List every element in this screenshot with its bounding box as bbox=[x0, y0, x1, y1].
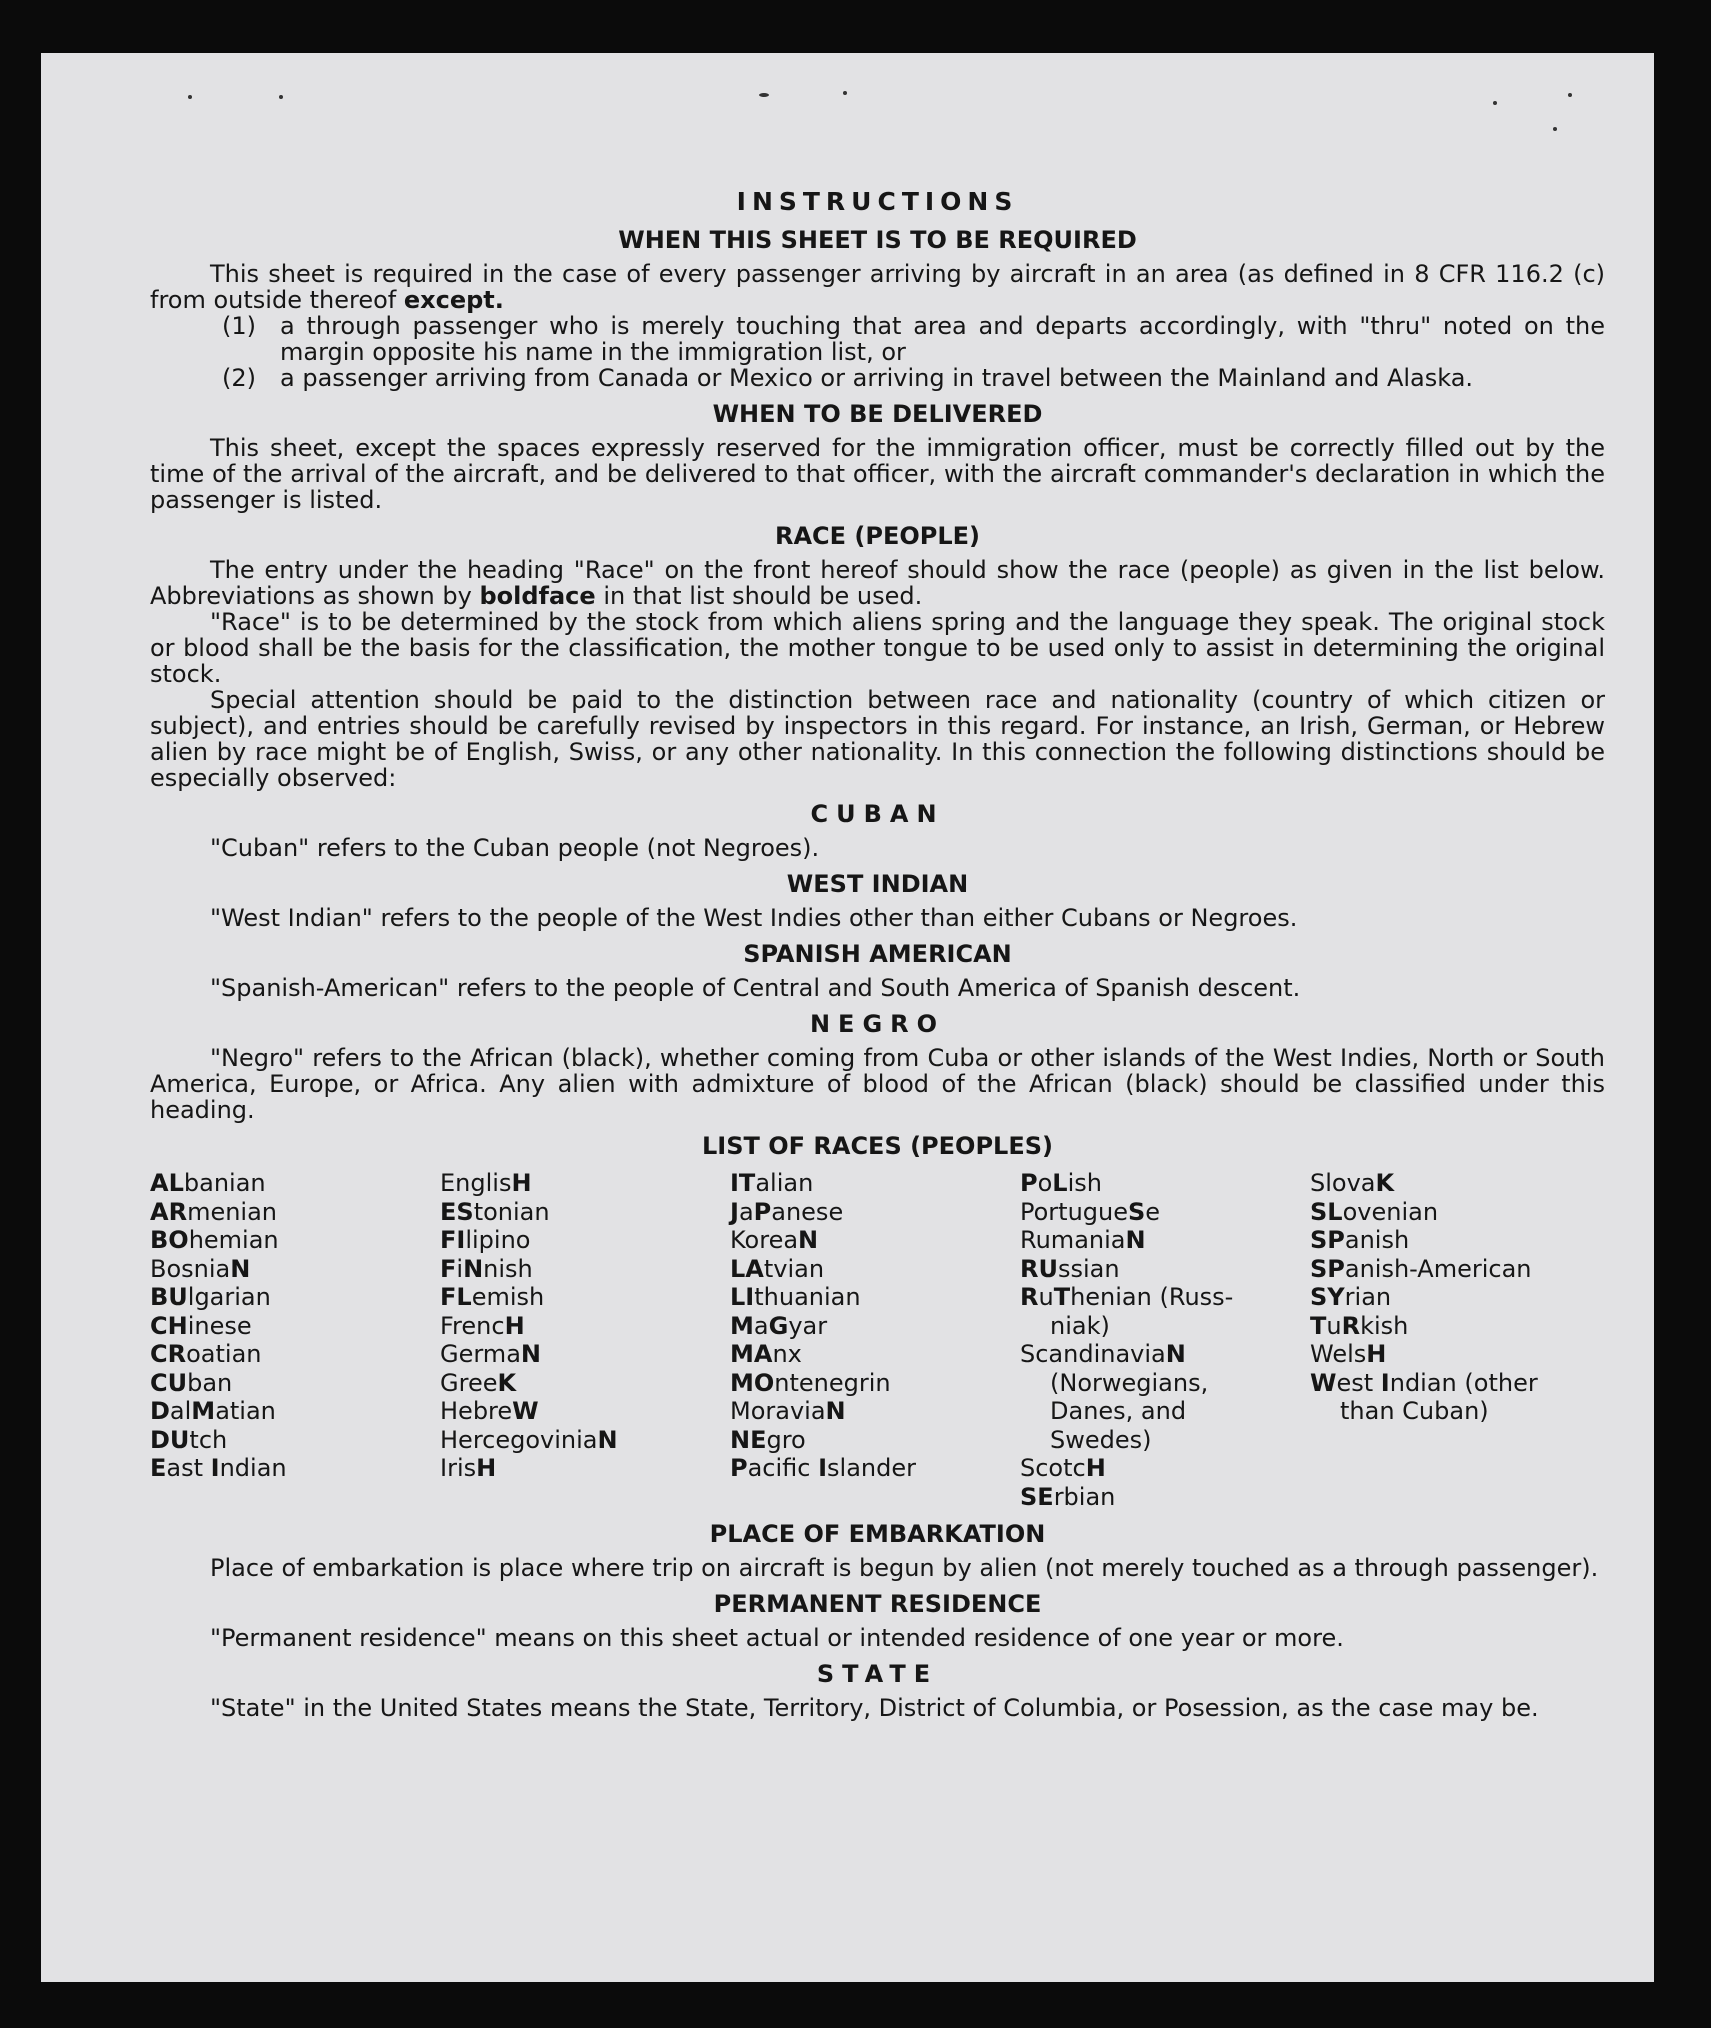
race-name-text: anish bbox=[1344, 1226, 1410, 1254]
race-abbrev-letters: N bbox=[230, 1254, 251, 1283]
race-name-text: yar bbox=[788, 1311, 828, 1340]
race-name-text: ndian (other bbox=[1389, 1368, 1538, 1397]
race-abbrev-letters: CR bbox=[150, 1340, 187, 1368]
race-abbrev-letters: N bbox=[520, 1340, 541, 1368]
heading-when-required: WHEN THIS SHEET IS TO BE REQUIRED bbox=[618, 226, 1137, 254]
race-name-text: anish-American bbox=[1344, 1254, 1532, 1283]
race-text-a: The entry under the heading "Race" on the front hereof should show the race (people) as given in the list below. Abbreviations as shown by bbox=[150, 556, 1605, 610]
speck bbox=[188, 95, 192, 99]
race-entry bbox=[440, 1169, 730, 1198]
race-name-text: Frenc bbox=[440, 1311, 505, 1340]
paragraph-delivered: This sheet, except the spaces expressly reserved for the immigration officer, must be correctly filled out by the time of the arrival of the aircraft, and be delivered to that officer, with the aircraft commander's declaration in which the passenger is listed. bbox=[150, 434, 1605, 514]
race-entry bbox=[1020, 1198, 1310, 1227]
paragraph-race-3: Special attention should be paid to the distinction between race and nationality (country of which citizen or subject), and entries should be carefully revised by inspectors in this regard. For instance, an Irish, German, or Hebrew alien by race might be of English, Swiss, or any other nationality. In this connection the following distinctions should be especially observed: bbox=[150, 686, 1605, 792]
paragraph-race-2: "Race" is to be determined by the stock from which aliens spring and the language they speak. The original stock or blood shall be the basis for the classification, the mother tongue to be used only to assist in determining the original stock. bbox=[150, 608, 1605, 688]
race-abbrev-letters: N bbox=[798, 1226, 819, 1254]
race-abbrev-letters: N bbox=[1165, 1340, 1186, 1368]
race-entry bbox=[1020, 1283, 1310, 1312]
race-abbrev-letters: FI bbox=[440, 1226, 466, 1254]
race-abbrev-letters: FL bbox=[440, 1283, 472, 1311]
except-bold: except. bbox=[403, 286, 504, 314]
race-entry bbox=[1310, 1283, 1600, 1312]
race-abbrev-letters: MO bbox=[730, 1368, 775, 1397]
race-name-text: o bbox=[1037, 1169, 1053, 1197]
race-entry bbox=[150, 1312, 440, 1341]
race-abbrev-letters: H bbox=[476, 1454, 497, 1482]
race-abbrev-letters: H bbox=[504, 1311, 525, 1340]
race-entry bbox=[730, 1169, 1020, 1198]
race-name-text: lgarian bbox=[187, 1283, 271, 1311]
race-name-text: banian bbox=[183, 1169, 266, 1197]
race-name-text: ish bbox=[1067, 1169, 1102, 1197]
exception-item bbox=[222, 312, 1605, 366]
exception-text: a through passenger who is merely touching that area and departs accordingly, with "thru" noted on the margin opposite his name in the immigration list, or bbox=[280, 312, 1605, 366]
race-entry bbox=[730, 1369, 1020, 1398]
race-abbrev-letters: I bbox=[818, 1454, 828, 1482]
race-abbrev-letters: W bbox=[512, 1397, 539, 1425]
paragraph-state: "State" in the United States means the State, Territory, District of Columbia, or Posession, as the case may be. bbox=[210, 1694, 1539, 1722]
race-abbrev-letters: SL bbox=[1310, 1197, 1343, 1226]
race-name-text: Iris bbox=[440, 1454, 477, 1482]
race-entry bbox=[440, 1312, 730, 1341]
race-entry bbox=[440, 1454, 730, 1483]
race-entry bbox=[150, 1198, 440, 1227]
race-abbrev-letters: P bbox=[1020, 1169, 1038, 1197]
paragraph-negro: "Negro" refers to the African (black), whether coming from Cuba or other islands of the West Indies, North or South America, Europe, or Africa. Any alien with admixture of blood of the African (black) should be classified under this heading. bbox=[150, 1044, 1605, 1124]
race-text-b: in that list should be used. bbox=[603, 582, 923, 610]
race-entry bbox=[1310, 1226, 1600, 1255]
race-entry bbox=[730, 1340, 1020, 1369]
race-name-text: ssian bbox=[1057, 1254, 1120, 1283]
race-entry bbox=[730, 1255, 1020, 1284]
race-name-text: anese bbox=[771, 1197, 844, 1226]
race-abbrev-letters: IT bbox=[730, 1169, 756, 1197]
race-entry bbox=[1020, 1483, 1310, 1512]
paragraph-residence: "Permanent residence" means on this sheet actual or intended residence of one year or more. bbox=[210, 1624, 1344, 1652]
race-name-text: Moravia bbox=[730, 1397, 826, 1425]
race-entry bbox=[1020, 1340, 1310, 1369]
exception-text: a passenger arriving from Canada or Mexico or arriving in travel between the Mainland and Alaska. bbox=[280, 364, 1474, 392]
race-entry bbox=[440, 1226, 730, 1255]
race-name-text: Germa bbox=[440, 1340, 521, 1368]
race-entry bbox=[1020, 1454, 1310, 1483]
race-abbrev-letters: N bbox=[597, 1425, 618, 1454]
race-entry-continuation bbox=[1020, 1426, 1310, 1455]
heading-permanent-residence: PERMANENT RESIDENCE bbox=[713, 1590, 1042, 1618]
race-name-text: Gree bbox=[440, 1368, 498, 1397]
race-name-text: Scandinavia bbox=[1020, 1340, 1166, 1368]
race-abbrev-letters: P bbox=[730, 1454, 748, 1482]
race-entry bbox=[150, 1169, 440, 1198]
speck bbox=[1568, 93, 1572, 97]
heading-state: STATE bbox=[816, 1660, 939, 1688]
race-entry bbox=[150, 1255, 440, 1284]
race-abbrev-letters: G bbox=[768, 1311, 789, 1340]
race-abbrev-letters: K bbox=[497, 1368, 517, 1397]
race-entry-continuation bbox=[1020, 1397, 1310, 1426]
race-column bbox=[1310, 1169, 1600, 1511]
exception-number: (1) bbox=[222, 312, 256, 340]
race-name-text: ban bbox=[187, 1368, 233, 1397]
speck bbox=[1553, 127, 1557, 131]
race-name-text: Hercegovinia bbox=[440, 1425, 598, 1454]
race-abbrev-letters: SY bbox=[1310, 1283, 1345, 1311]
race-name-text: atian bbox=[215, 1397, 276, 1425]
heading-race: RACE (PEOPLE) bbox=[774, 522, 981, 550]
race-entry bbox=[1020, 1226, 1310, 1255]
paragraph-embarkation: Place of embarkation is place where trip on aircraft is begun by alien (not merely touched as a through passenger). bbox=[210, 1554, 1599, 1582]
race-entry bbox=[150, 1226, 440, 1255]
race-name-text: Englis bbox=[440, 1169, 512, 1197]
heading-when-delivered: WHEN TO BE DELIVERED bbox=[712, 400, 1043, 428]
race-entry bbox=[730, 1397, 1020, 1426]
race-abbrev-letters: LA bbox=[730, 1254, 764, 1283]
race-abbrev-letters: NE bbox=[730, 1425, 767, 1454]
race-abbrev-letters: N bbox=[463, 1254, 484, 1283]
race-abbrev-letters: CU bbox=[150, 1368, 188, 1397]
race-abbrev-letters: J bbox=[730, 1197, 739, 1226]
race-name-text: e bbox=[1145, 1197, 1161, 1226]
race-name-text: a bbox=[738, 1197, 754, 1226]
race-abbrev-letters: DU bbox=[150, 1425, 190, 1454]
race-entry bbox=[150, 1369, 440, 1398]
race-name-text: lipino bbox=[465, 1226, 531, 1254]
heading-west-indian: WEST INDIAN bbox=[786, 870, 969, 898]
race-entry bbox=[440, 1340, 730, 1369]
race-name-text: emish bbox=[471, 1283, 545, 1311]
race-entry bbox=[150, 1283, 440, 1312]
race-abbrev-letters: T bbox=[1310, 1311, 1327, 1340]
race-entry bbox=[730, 1312, 1020, 1341]
race-name-text: Danes, and bbox=[1050, 1397, 1187, 1425]
heading-cuban: CUBAN bbox=[810, 800, 945, 828]
race-entry bbox=[1310, 1255, 1600, 1284]
race-name-text: gro bbox=[766, 1425, 806, 1454]
race-abbrev-letters: AL bbox=[150, 1169, 184, 1197]
race-name-text: ast bbox=[166, 1454, 211, 1482]
race-name-text: Rumania bbox=[1020, 1226, 1126, 1254]
race-name-text: alian bbox=[755, 1169, 814, 1197]
race-abbrev-letters: LI bbox=[730, 1283, 755, 1311]
race-entry-continuation bbox=[1020, 1312, 1310, 1341]
race-entry bbox=[150, 1454, 440, 1483]
race-entry bbox=[1310, 1169, 1600, 1198]
race-name-text: hemian bbox=[188, 1226, 279, 1254]
race-abbrev-letters: D bbox=[150, 1397, 170, 1425]
race-name-text: Portugue bbox=[1020, 1197, 1128, 1226]
race-abbrev-letters: RU bbox=[1020, 1254, 1058, 1283]
race-entry bbox=[1020, 1169, 1310, 1198]
race-name-text: kish bbox=[1360, 1311, 1409, 1340]
race-abbrev-letters: BU bbox=[150, 1283, 188, 1311]
race-abbrev-letters: AR bbox=[150, 1197, 188, 1226]
speck bbox=[759, 93, 769, 97]
exception-item bbox=[222, 364, 1605, 392]
race-abbrev-letters: N bbox=[825, 1397, 846, 1425]
race-name-text: Bosnia bbox=[150, 1254, 231, 1283]
heading-negro: NEGRO bbox=[809, 1010, 946, 1038]
race-entry bbox=[1020, 1255, 1310, 1284]
race-entry bbox=[150, 1426, 440, 1455]
race-entry bbox=[150, 1340, 440, 1369]
race-entry bbox=[730, 1198, 1020, 1227]
race-abbrev-letters: R bbox=[1020, 1283, 1039, 1311]
race-name-text: than Cuban) bbox=[1340, 1397, 1489, 1425]
race-name-text: inese bbox=[187, 1311, 252, 1340]
race-abbrev-letters: W bbox=[1310, 1368, 1337, 1397]
race-abbrev-letters: MA bbox=[730, 1340, 773, 1368]
paragraph-spanish-american: "Spanish-American" refers to the people of Central and South America of Spanish descent. bbox=[210, 974, 1301, 1002]
races-list bbox=[150, 1169, 1600, 1511]
race-name-text: niak) bbox=[1050, 1311, 1110, 1340]
race-abbrev-letters: SP bbox=[1310, 1254, 1345, 1283]
race-entry bbox=[440, 1283, 730, 1312]
race-abbrev-letters: M bbox=[191, 1397, 216, 1425]
race-name-text: Wels bbox=[1310, 1340, 1367, 1368]
heading-place-of-embarkation: PLACE OF EMBARKATION bbox=[709, 1520, 1046, 1548]
race-abbrev-letters: K bbox=[1375, 1169, 1395, 1197]
race-name-text: (Norwegians, bbox=[1050, 1368, 1209, 1397]
race-entry bbox=[440, 1255, 730, 1284]
race-entry bbox=[730, 1226, 1020, 1255]
race-name-text: ndian bbox=[219, 1454, 287, 1482]
race-name-text: henian (Russ- bbox=[1070, 1283, 1234, 1311]
required-text: This sheet is required in the case of every passenger arriving by aircraft in an area (as defined in 8 CFR 116.2 (c) from outside thereof bbox=[150, 260, 1605, 314]
race-entry bbox=[730, 1454, 1020, 1483]
instructions-content bbox=[150, 187, 1605, 1721]
race-column bbox=[440, 1169, 730, 1511]
race-abbrev-letters: N bbox=[1125, 1226, 1146, 1254]
race-name-text: rian bbox=[1344, 1283, 1392, 1311]
race-abbrev-letters: SE bbox=[1020, 1482, 1054, 1511]
race-name-text: acific bbox=[747, 1454, 819, 1482]
race-entry bbox=[440, 1397, 730, 1426]
race-name-text: thuanian bbox=[754, 1283, 861, 1311]
race-name-text: Hebre bbox=[440, 1397, 513, 1425]
race-name-text: ovenian bbox=[1342, 1197, 1439, 1226]
race-abbrev-letters: R bbox=[1341, 1311, 1361, 1340]
race-name-text: u bbox=[1038, 1283, 1054, 1311]
race-entry-continuation bbox=[1310, 1397, 1600, 1426]
race-abbrev-letters: F bbox=[440, 1254, 457, 1283]
race-entry bbox=[730, 1283, 1020, 1312]
race-entry bbox=[1310, 1198, 1600, 1227]
race-name-text: Scotc bbox=[1020, 1454, 1086, 1482]
race-entry bbox=[1310, 1340, 1600, 1369]
race-name-text: a bbox=[753, 1311, 769, 1340]
race-abbrev-letters: S bbox=[1128, 1197, 1146, 1226]
speck bbox=[1493, 101, 1497, 105]
race-name-text: tonian bbox=[473, 1197, 550, 1226]
race-abbrev-letters: I bbox=[1380, 1368, 1390, 1397]
race-entry bbox=[440, 1198, 730, 1227]
race-name-text: oatian bbox=[186, 1340, 262, 1368]
paragraph-required bbox=[150, 261, 1605, 313]
race-name-text: menian bbox=[187, 1197, 278, 1226]
race-name-text: al bbox=[169, 1397, 192, 1425]
race-name-text: i bbox=[456, 1254, 464, 1283]
race-name-text: tvian bbox=[763, 1254, 825, 1283]
race-abbrev-letters: ES bbox=[440, 1197, 474, 1226]
race-name-text: ntenegrin bbox=[774, 1368, 891, 1397]
paragraph-cuban: "Cuban" refers to the Cuban people (not Negroes). bbox=[210, 834, 820, 862]
race-abbrev-letters: T bbox=[1053, 1283, 1071, 1311]
race-abbrev-letters: BO bbox=[150, 1226, 189, 1254]
race-column bbox=[1020, 1169, 1310, 1511]
race-entry-continuation bbox=[1020, 1369, 1310, 1398]
race-abbrev-letters: H bbox=[1366, 1340, 1387, 1368]
race-abbrev-letters: H bbox=[511, 1169, 532, 1197]
document-title: INSTRUCTIONS bbox=[736, 187, 1019, 216]
race-name-text: tch bbox=[189, 1425, 228, 1454]
paragraph-race-1 bbox=[150, 557, 1605, 609]
race-name-text: nx bbox=[772, 1340, 802, 1368]
race-name-text: nish bbox=[483, 1254, 533, 1283]
race-name-text: Swedes) bbox=[1050, 1425, 1152, 1454]
race-abbrev-letters: H bbox=[1085, 1454, 1106, 1482]
heading-spanish-american: SPANISH AMERICAN bbox=[743, 940, 1012, 968]
race-abbrev-letters: L bbox=[1052, 1169, 1068, 1197]
race-abbrev-letters: M bbox=[730, 1311, 754, 1340]
race-entry bbox=[440, 1426, 730, 1455]
race-name-text: rbian bbox=[1053, 1482, 1116, 1511]
speck bbox=[279, 95, 283, 99]
race-entry bbox=[440, 1369, 730, 1398]
race-entry bbox=[1310, 1312, 1600, 1341]
race-abbrev-letters: E bbox=[150, 1454, 167, 1482]
exception-number: (2) bbox=[222, 364, 256, 392]
race-abbrev-letters: CH bbox=[150, 1311, 188, 1340]
race-entry bbox=[150, 1397, 440, 1426]
race-name-text: slander bbox=[827, 1454, 917, 1482]
document-sheet bbox=[41, 53, 1654, 1982]
race-entry bbox=[730, 1426, 1020, 1455]
race-name-text: u bbox=[1326, 1311, 1342, 1340]
race-entry bbox=[1310, 1369, 1600, 1398]
race-abbrev-letters: I bbox=[210, 1454, 220, 1482]
race-name-text: est bbox=[1336, 1368, 1381, 1397]
race-name-text: Slova bbox=[1310, 1169, 1376, 1197]
race-abbrev-letters: P bbox=[753, 1197, 772, 1226]
race-column bbox=[730, 1169, 1020, 1511]
speck bbox=[843, 91, 847, 95]
paragraph-west-indian: "West Indian" refers to the people of the West Indies other than either Cubans or Negroes. bbox=[210, 904, 1298, 932]
boldface-word: boldface bbox=[479, 582, 596, 610]
heading-list-of-races: LIST OF RACES (PEOPLES) bbox=[702, 1132, 1053, 1160]
race-abbrev-letters: SP bbox=[1310, 1226, 1345, 1254]
race-column bbox=[150, 1169, 440, 1511]
race-name-text: Korea bbox=[730, 1226, 799, 1254]
